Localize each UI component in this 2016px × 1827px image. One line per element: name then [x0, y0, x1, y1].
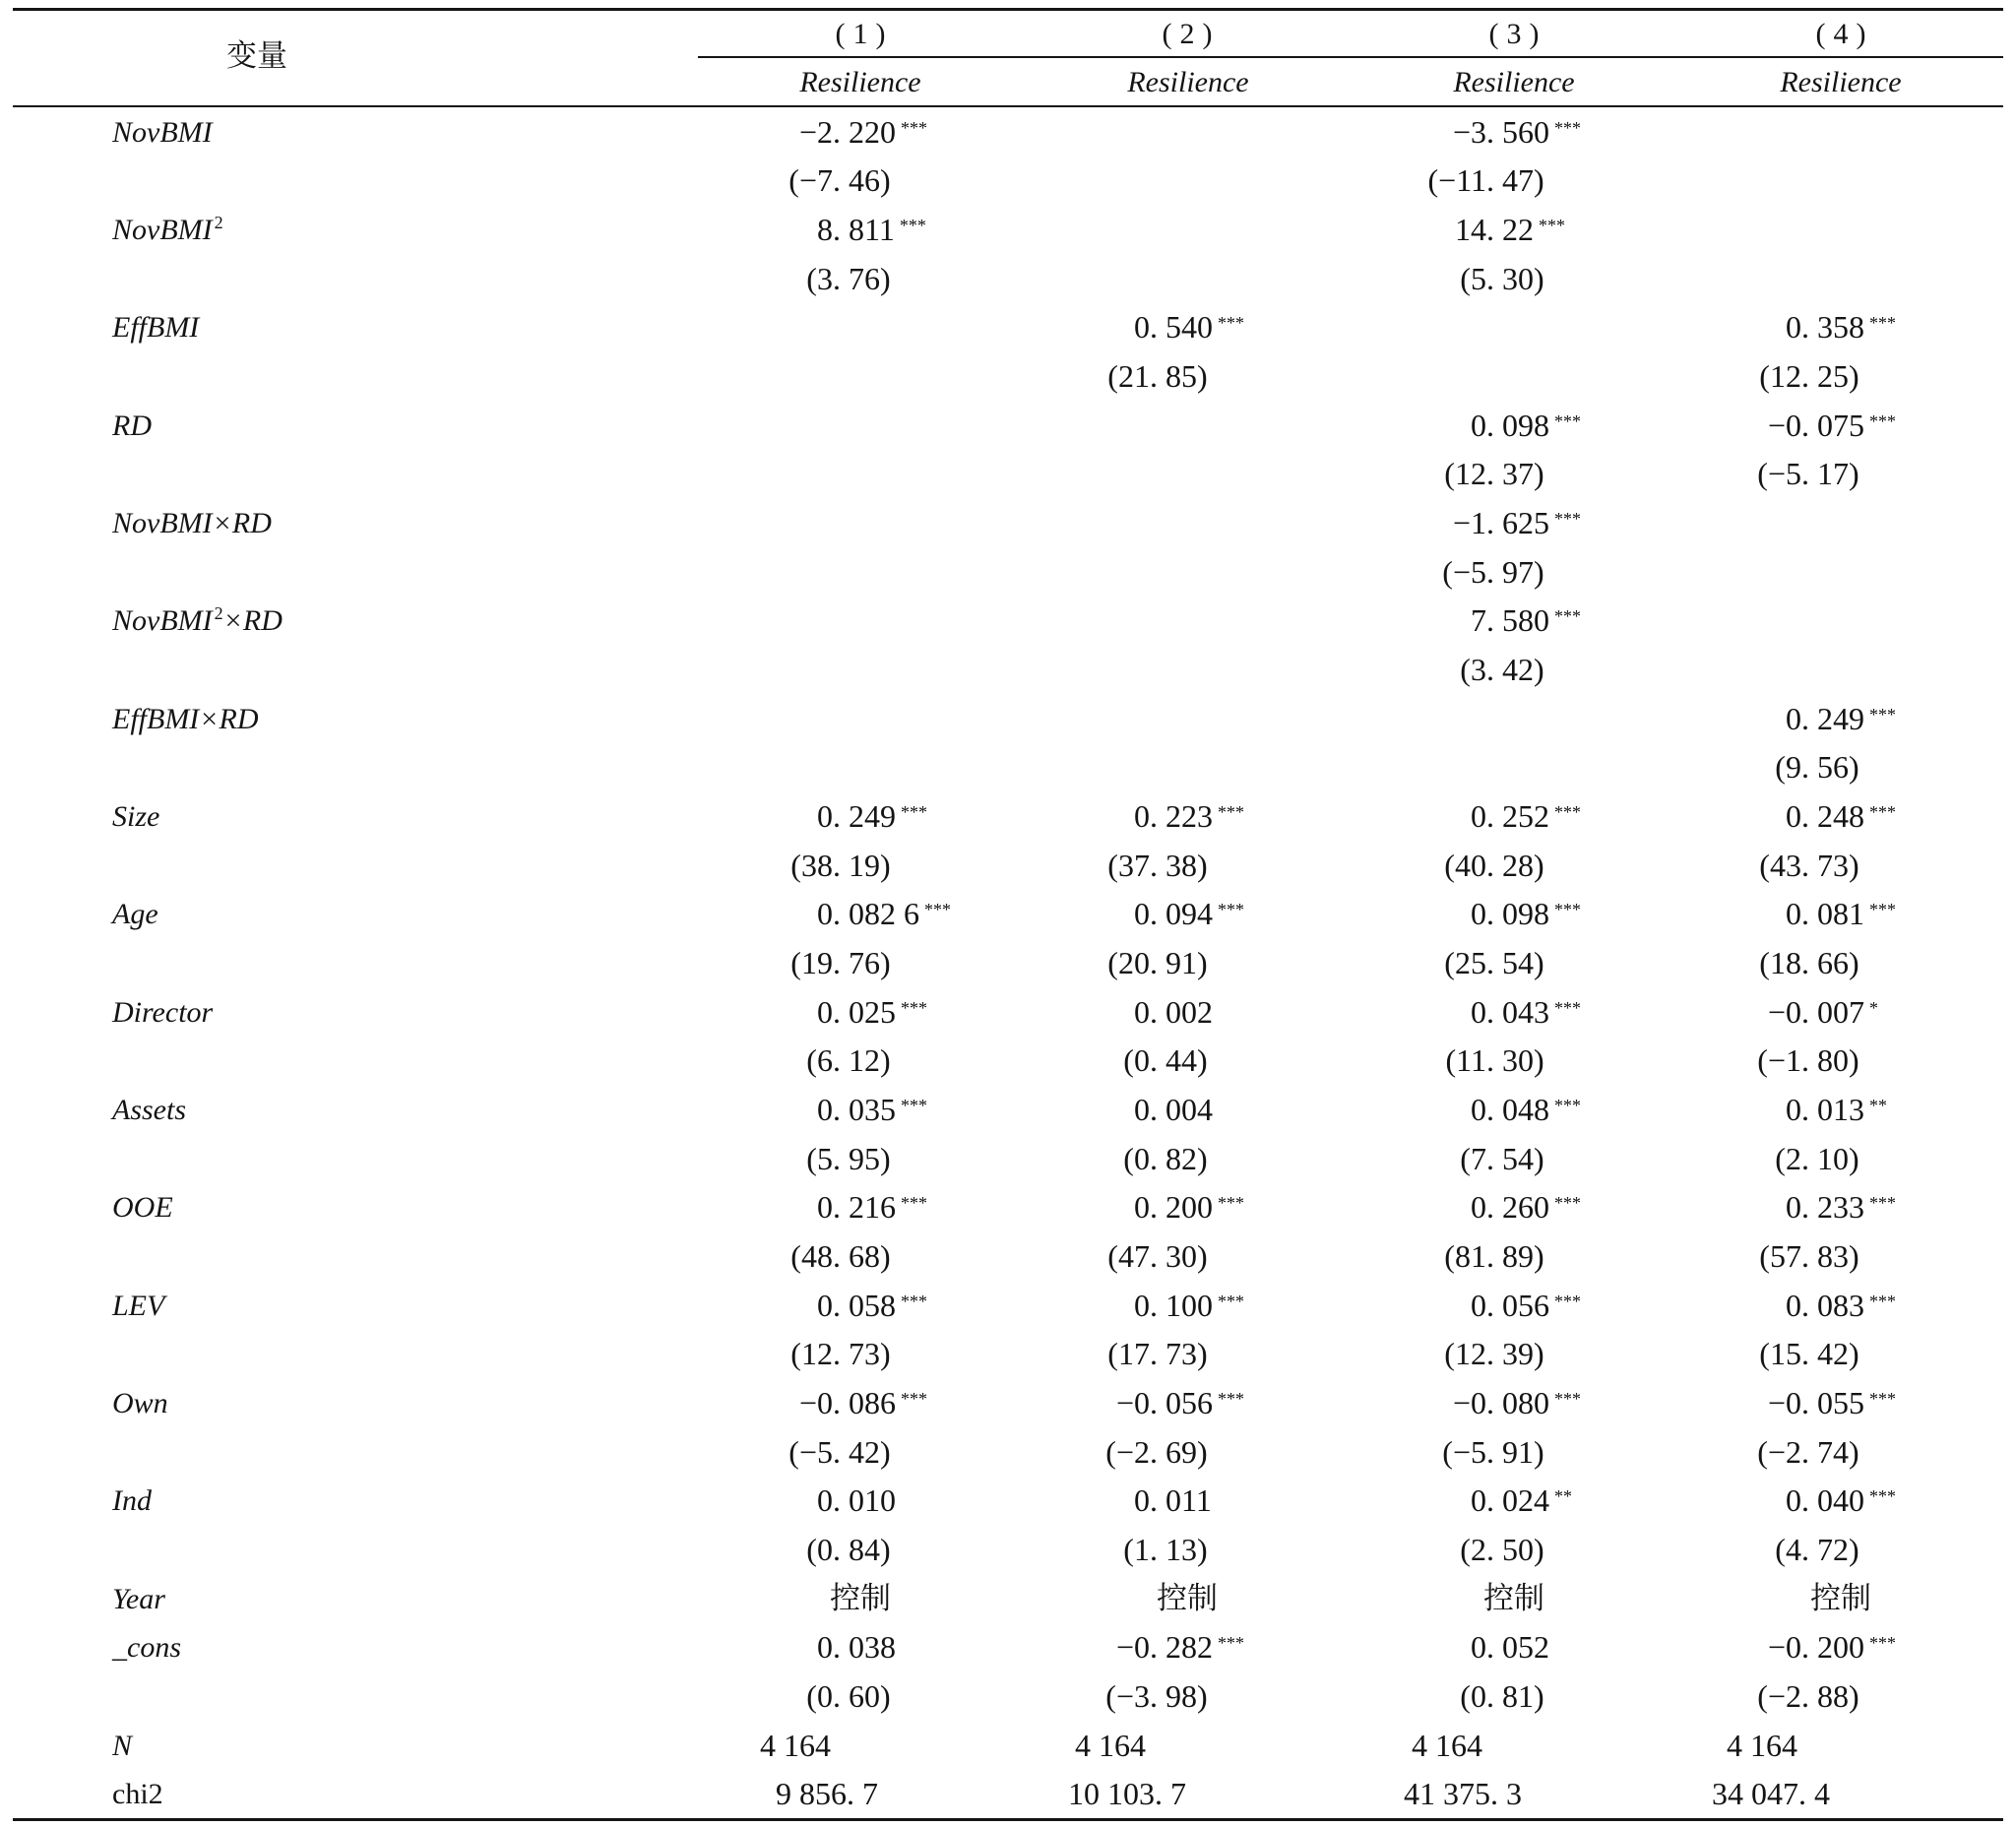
significance-stars: *** — [1554, 1389, 1582, 1410]
tstat-value: (18. 66) — [1759, 945, 1859, 981]
tstat-value: (43. 73) — [1759, 847, 1859, 883]
year-control-col2: 控制 — [1157, 1580, 1218, 1616]
dependent-variable-4: Resilience — [1780, 66, 1902, 98]
significance-stars: ** — [1869, 1096, 1887, 1116]
coefficient-value: 0. 200 — [1134, 1189, 1213, 1226]
significance-stars: *** — [1554, 802, 1581, 823]
coef-ooe-col4 — [1786, 1183, 1896, 1232]
row-label-size — [112, 792, 159, 842]
coefficient-value: 0. 098 — [1471, 407, 1549, 443]
significance-stars: *** — [1554, 509, 1582, 530]
coef-age-col3 — [1471, 890, 1581, 939]
significance-stars: *** — [1869, 704, 1896, 724]
coef-cons-col1 — [817, 1623, 896, 1672]
significance-stars: *** — [1554, 900, 1581, 920]
tstat-director-col3 — [1446, 1037, 1544, 1086]
coefficient-value: 0. 010 — [817, 1482, 896, 1519]
row-label-effbmi — [112, 303, 199, 352]
coef-rd-col4 — [1768, 402, 1896, 451]
coefficient-value: 0. 098 — [1471, 896, 1549, 932]
significance-stars: *** — [1218, 1291, 1244, 1311]
row-label-text: _cons — [112, 1631, 181, 1665]
coefficient-value: 0. 011 — [1134, 1482, 1212, 1519]
coefficient-value: 0. 233 — [1786, 1189, 1864, 1226]
coef-novbmi-col3 — [1453, 108, 1581, 158]
tstat-value: (47. 30) — [1107, 1238, 1208, 1275]
coefficient-value: −0. 075 — [1768, 407, 1865, 443]
tstat-value: (2. 50) — [1460, 1532, 1544, 1568]
coefficient-value: 0. 083 — [1786, 1287, 1864, 1323]
coefficient-value: 0. 223 — [1134, 798, 1213, 835]
row-label-age — [112, 890, 158, 939]
tstat-assets-col1 — [806, 1135, 890, 1184]
tstat-value: (7. 54) — [1460, 1140, 1544, 1176]
coefficient-value: 0. 052 — [1471, 1629, 1549, 1666]
row-label-ooe — [112, 1183, 173, 1232]
column-number-4: (4) — [1815, 18, 1874, 50]
row-label-n — [112, 1722, 132, 1771]
tstat-own-col3 — [1442, 1428, 1544, 1478]
significance-stars: *** — [1554, 410, 1581, 431]
significance-stars: *** — [1218, 1389, 1245, 1410]
significance-stars: *** — [1869, 1291, 1896, 1311]
coefficient-value: 0. 048 — [1471, 1092, 1549, 1128]
significance-stars: *** — [901, 1389, 928, 1410]
tstat-value: (57. 83) — [1759, 1238, 1859, 1275]
tstat-age-col1 — [790, 939, 890, 988]
coef-own-col3 — [1453, 1379, 1581, 1428]
tstat-value: (48. 68) — [790, 1238, 891, 1275]
coef-lev-col3 — [1471, 1282, 1581, 1331]
tstat-novbmi-col1 — [788, 157, 890, 206]
significance-stars: *** — [901, 802, 927, 823]
row-label-text: Own — [112, 1387, 168, 1420]
tstat-lev-col4 — [1759, 1330, 1858, 1379]
tstat-own-col2 — [1105, 1428, 1207, 1478]
tstat-ind-col1 — [806, 1526, 890, 1575]
coef-size-col2 — [1134, 792, 1244, 842]
coef-novbmi-col1 — [799, 108, 927, 158]
coef-assets-col1 — [817, 1086, 927, 1135]
tstat-ooe-col3 — [1444, 1232, 1544, 1282]
row-label-text: Director — [112, 995, 214, 1029]
coefficient-value: −0. 080 — [1453, 1385, 1550, 1421]
coef-ooe-col3 — [1471, 1183, 1581, 1232]
row-label-text: N — [112, 1729, 133, 1762]
significance-stars: *** — [1539, 216, 1565, 235]
significance-stars: *** — [924, 900, 951, 920]
significance-stars: *** — [1869, 802, 1896, 823]
row-label-text: Assets — [112, 1094, 186, 1127]
row-label-year — [112, 1575, 165, 1624]
tstat-novbmisq-col3 — [1460, 255, 1544, 304]
chi2-value-col4: 34 047. 4 — [1712, 1776, 1830, 1812]
tstat-effbmi-col2 — [1107, 352, 1207, 402]
coefficient-value: 0. 013 — [1786, 1092, 1864, 1128]
coefficient-value: 0. 024 — [1471, 1482, 1549, 1519]
tstat-own-col1 — [788, 1428, 890, 1478]
significance-stars: *** — [1869, 313, 1896, 334]
coefficient-value: 0. 358 — [1786, 309, 1864, 346]
tstat-ooe-col2 — [1107, 1232, 1207, 1282]
tstat-value: (11. 30) — [1445, 1042, 1544, 1079]
variable-header: 变量 — [226, 38, 287, 74]
row-label-text: EffBMI×RD — [112, 702, 259, 735]
row-label-novbmisq — [112, 206, 223, 255]
significance-stars: *** — [1869, 1193, 1896, 1214]
row-label-text: Size — [112, 800, 160, 834]
coef-ooe-col1 — [817, 1183, 927, 1232]
tstat-ind-col2 — [1123, 1526, 1207, 1575]
tstat-value: (−7. 46) — [788, 162, 891, 199]
significance-stars: *** — [1554, 1096, 1581, 1116]
tstat-value: (−2. 88) — [1757, 1678, 1859, 1715]
coefficient-value: −0. 282 — [1116, 1629, 1214, 1666]
row-label-text: Ind — [112, 1484, 152, 1518]
observations-col1: 4 164 — [760, 1727, 831, 1763]
tstat-value: (0. 44) — [1123, 1042, 1208, 1079]
tstat-rd-col4 — [1757, 450, 1858, 499]
coef-age-col2 — [1134, 890, 1244, 939]
tstat-value: (21. 85) — [1107, 358, 1208, 395]
year-control-col3: 控制 — [1483, 1580, 1544, 1616]
observations-col2: 4 164 — [1075, 1727, 1146, 1763]
coefficient-value: 0. 040 — [1786, 1482, 1864, 1519]
significance-stars: *** — [1554, 1193, 1581, 1214]
coef-director-col4 — [1768, 988, 1878, 1038]
significance-stars: ** — [1554, 1486, 1572, 1507]
coefficient-value: 0. 260 — [1471, 1189, 1549, 1226]
coefficient-value: 0. 058 — [817, 1287, 896, 1323]
coefficient-value: 0. 043 — [1471, 993, 1549, 1030]
significance-stars: *** — [901, 1096, 927, 1116]
tstat-ooe-col1 — [790, 1232, 890, 1282]
coef-director-col3 — [1471, 988, 1581, 1038]
coefficient-value: 0. 540 — [1134, 309, 1213, 346]
row-label-rd — [112, 402, 152, 451]
coefficient-value: 0. 249 — [817, 798, 896, 835]
coefficient-value: 7. 580 — [1471, 602, 1549, 639]
tstat-novbmi-rd-col3 — [1442, 548, 1544, 598]
significance-stars: *** — [1869, 1633, 1897, 1654]
coefficient-value: 8. 811 — [817, 212, 895, 247]
significance-stars: *** — [901, 997, 927, 1018]
chi2-value-col1: 9 856. 7 — [776, 1776, 878, 1812]
coef-effbmi-rd-col4 — [1786, 695, 1896, 744]
tstat-ind-col4 — [1775, 1526, 1858, 1575]
coef-novbmisq-col1 — [817, 206, 926, 255]
significance-stars: *** — [901, 1193, 927, 1214]
year-control-col1: 控制 — [830, 1580, 891, 1616]
coefficient-value: 0. 004 — [1134, 1092, 1213, 1128]
row-label-text: NovBMI — [112, 604, 213, 638]
observations-col4: 4 164 — [1727, 1727, 1797, 1763]
significance-stars: *** — [1554, 997, 1581, 1018]
coef-rd-col3 — [1471, 402, 1581, 451]
tstat-lev-col1 — [790, 1330, 890, 1379]
row-label-text: EffBMI — [112, 311, 200, 345]
tstat-value: (38. 19) — [790, 847, 891, 883]
tstat-effbmi-rd-col4 — [1775, 743, 1858, 792]
coef-ind-col1 — [817, 1477, 896, 1526]
row-label-text: Year — [112, 1582, 165, 1615]
row-label-effbmi-rd — [112, 695, 259, 744]
tstat-value: (12. 25) — [1759, 358, 1859, 395]
tstat-cons-col1 — [806, 1672, 890, 1722]
coef-novbmisq-rd-col3 — [1471, 597, 1581, 646]
coef-effbmi-col2 — [1134, 303, 1244, 352]
row-label-text: OOE — [112, 1191, 173, 1225]
row-label-superscript: 2 — [214, 603, 223, 624]
coef-ind-col2 — [1134, 1477, 1212, 1526]
row-label-superscript: 2 — [214, 213, 223, 232]
tstat-value: (6. 12) — [806, 1042, 891, 1079]
tstat-director-col1 — [806, 1037, 890, 1086]
coef-own-col4 — [1768, 1379, 1896, 1428]
row-label-suffix: ×RD — [222, 604, 283, 638]
tstat-effbmi-col4 — [1759, 352, 1858, 402]
coefficient-value: 0. 038 — [817, 1629, 896, 1666]
tstat-value: (9. 56) — [1775, 749, 1859, 786]
tstat-value: (40. 28) — [1444, 847, 1544, 883]
tstat-cons-col4 — [1757, 1672, 1858, 1722]
chi2-value-col2: 10 103. 7 — [1068, 1776, 1186, 1812]
coefficient-value: 0. 094 — [1134, 896, 1213, 932]
tstat-age-col3 — [1444, 939, 1544, 988]
coefficient-value: 0. 216 — [817, 1189, 896, 1226]
tstat-value: (12. 37) — [1444, 456, 1544, 492]
significance-stars: *** — [1869, 410, 1897, 431]
tstat-value: (−11. 47) — [1427, 162, 1544, 199]
row-label-ind — [112, 1477, 152, 1526]
coef-director-col1 — [817, 988, 927, 1038]
tstat-size-col3 — [1444, 842, 1544, 891]
coefficient-value: −3. 560 — [1453, 113, 1550, 150]
tstat-ooe-col4 — [1759, 1232, 1858, 1282]
coefficient-value: −0. 007 — [1768, 993, 1865, 1030]
coefficient-value: 0. 081 — [1786, 896, 1864, 932]
tstat-value: (20. 91) — [1107, 945, 1208, 981]
significance-stars: *** — [1218, 313, 1244, 334]
tstat-value: (19. 76) — [790, 945, 891, 981]
significance-stars: *** — [1869, 1389, 1897, 1410]
coef-novbmisq-col3 — [1455, 206, 1565, 255]
tstat-director-col4 — [1757, 1037, 1858, 1086]
tstat-value: (0. 84) — [806, 1532, 891, 1568]
coefficient-value: −1. 625 — [1453, 505, 1550, 541]
dependent-variable-2: Resilience — [1127, 66, 1249, 98]
coefficient-value: 0. 002 — [1134, 993, 1213, 1030]
tstat-value: (3. 76) — [806, 260, 891, 296]
tstat-novbmi-col3 — [1428, 157, 1544, 206]
tstat-rd-col3 — [1444, 450, 1544, 499]
tstat-value: (0. 82) — [1123, 1140, 1208, 1176]
row-label-text: NovBMI×RD — [112, 507, 272, 540]
tstat-size-col1 — [790, 842, 890, 891]
coef-ind-col3 — [1471, 1477, 1572, 1526]
tstat-assets-col3 — [1460, 1135, 1544, 1184]
significance-stars: *** — [1218, 802, 1244, 823]
tstat-value: (5. 30) — [1460, 260, 1544, 296]
tstat-value: (37. 38) — [1107, 847, 1208, 883]
tstat-value: (17. 73) — [1107, 1336, 1208, 1372]
coef-director-col2 — [1134, 988, 1213, 1038]
coef-size-col3 — [1471, 792, 1581, 842]
coefficient-value: 0. 249 — [1786, 700, 1864, 736]
coef-cons-col3 — [1471, 1623, 1549, 1672]
coef-lev-col1 — [817, 1282, 927, 1331]
significance-stars: *** — [1869, 1486, 1896, 1507]
tstat-value: (4. 72) — [1775, 1532, 1859, 1568]
tstat-value: (−5. 17) — [1757, 456, 1859, 492]
tstat-ind-col3 — [1460, 1526, 1544, 1575]
coef-effbmi-col4 — [1786, 303, 1896, 352]
dependent-variable-3: Resilience — [1453, 66, 1575, 98]
year-control-col4: 控制 — [1810, 1580, 1871, 1616]
significance-stars: *** — [899, 216, 926, 235]
column-number-1: (1) — [835, 18, 894, 50]
tstat-value: (0. 81) — [1460, 1678, 1544, 1715]
coefficient-value: −0. 086 — [799, 1385, 897, 1421]
tstat-value: (15. 42) — [1759, 1336, 1859, 1372]
coef-ooe-col2 — [1134, 1183, 1244, 1232]
coefficient-value: −0. 056 — [1116, 1385, 1214, 1421]
coef-cons-col2 — [1116, 1623, 1244, 1672]
coefficient-value: −0. 055 — [1768, 1385, 1865, 1421]
row-label-chi2 — [112, 1770, 163, 1819]
significance-stars: * — [1869, 997, 1879, 1018]
row-label-text: RD — [112, 409, 152, 442]
tstat-value: (5. 95) — [806, 1140, 891, 1176]
coefficient-value: −2. 220 — [799, 113, 897, 150]
row-label-lev — [112, 1282, 164, 1331]
row-label-director — [112, 988, 213, 1038]
coef-assets-col3 — [1471, 1086, 1581, 1135]
row-label-text: Age — [112, 898, 158, 931]
coefficient-value: 0. 035 — [817, 1092, 896, 1128]
tstat-value: (−1. 80) — [1757, 1042, 1859, 1079]
coefficient-value: 0. 025 — [817, 993, 896, 1030]
tstat-value: (−3. 98) — [1105, 1678, 1208, 1715]
coefficient-value: 0. 248 — [1786, 798, 1864, 835]
tstat-own-col4 — [1757, 1428, 1858, 1478]
tstat-age-col2 — [1107, 939, 1207, 988]
tstat-value: (1. 13) — [1123, 1532, 1208, 1568]
significance-stars: *** — [1218, 900, 1244, 920]
coef-assets-col4 — [1786, 1086, 1887, 1135]
tstat-value: (12. 39) — [1444, 1336, 1544, 1372]
significance-stars: *** — [1218, 1193, 1244, 1214]
tstat-novbmisq-rd-col3 — [1460, 646, 1544, 695]
coef-cons-col4 — [1768, 1623, 1896, 1672]
tstat-cons-col2 — [1105, 1672, 1207, 1722]
tstat-size-col2 — [1107, 842, 1207, 891]
coef-age-col4 — [1786, 890, 1896, 939]
coef-novbmi-rd-col3 — [1453, 499, 1581, 548]
row-label-text: chi2 — [112, 1778, 163, 1811]
chi2-value-col3: 41 375. 3 — [1404, 1776, 1522, 1812]
tstat-lev-col3 — [1444, 1330, 1544, 1379]
tstat-value: (12. 73) — [790, 1336, 891, 1372]
row-label-assets — [112, 1086, 186, 1135]
tstat-novbmisq-col1 — [806, 255, 890, 304]
tstat-value: (−5. 42) — [788, 1433, 891, 1470]
coef-own-col2 — [1116, 1379, 1244, 1428]
column-number-3: (3) — [1488, 18, 1547, 50]
tstat-value: (81. 89) — [1444, 1238, 1544, 1275]
row-label-cons — [112, 1623, 181, 1672]
tstat-size-col4 — [1759, 842, 1858, 891]
row-label-text: LEV — [112, 1289, 165, 1322]
significance-stars: *** — [1554, 606, 1581, 627]
significance-stars: *** — [1554, 117, 1582, 138]
tstat-value: (3. 42) — [1460, 652, 1544, 688]
coef-size-col1 — [817, 792, 927, 842]
row-label-own — [112, 1379, 168, 1428]
tstat-value: (−2. 69) — [1105, 1433, 1208, 1470]
column-number-2: (2) — [1162, 18, 1221, 50]
coefficient-value: 0. 056 — [1471, 1287, 1549, 1323]
row-label-novbmi — [112, 108, 213, 158]
row-label-text: NovBMI — [112, 214, 213, 246]
coefficient-value: 0. 100 — [1134, 1287, 1213, 1323]
coef-lev-col4 — [1786, 1282, 1896, 1331]
significance-stars: *** — [901, 1291, 927, 1311]
row-label-novbmisq-rd — [112, 597, 283, 646]
coef-own-col1 — [799, 1379, 927, 1428]
coef-lev-col2 — [1134, 1282, 1244, 1331]
tstat-value: (−2. 74) — [1757, 1433, 1859, 1470]
coef-size-col4 — [1786, 792, 1896, 842]
tstat-director-col2 — [1123, 1037, 1207, 1086]
tstat-value: (25. 54) — [1444, 945, 1544, 981]
tstat-assets-col2 — [1123, 1135, 1207, 1184]
tstat-assets-col4 — [1775, 1135, 1858, 1184]
significance-stars: *** — [1869, 900, 1896, 920]
tstat-value: (2. 10) — [1775, 1140, 1859, 1176]
observations-col3: 4 164 — [1412, 1727, 1482, 1763]
tstat-value: (−5. 91) — [1442, 1433, 1544, 1470]
tstat-cons-col3 — [1460, 1672, 1544, 1722]
coefficient-value: 0. 252 — [1471, 798, 1549, 835]
coefficient-value: −0. 200 — [1768, 1629, 1865, 1666]
row-label-novbmi-rd — [112, 499, 272, 548]
significance-stars: *** — [1554, 1291, 1581, 1311]
dependent-variable-1: Resilience — [799, 66, 921, 98]
tstat-value: (0. 60) — [806, 1678, 891, 1715]
tstat-lev-col2 — [1107, 1330, 1207, 1379]
significance-stars: *** — [901, 117, 928, 138]
coefficient-value: 0. 082 6 — [817, 896, 919, 932]
coef-ind-col4 — [1786, 1477, 1896, 1526]
tstat-value: (−5. 97) — [1442, 553, 1544, 590]
tstat-age-col4 — [1759, 939, 1858, 988]
coefficient-value: 14. 22 — [1455, 212, 1534, 247]
significance-stars: *** — [1218, 1633, 1245, 1654]
coef-assets-col2 — [1134, 1086, 1213, 1135]
coef-age-col1 — [817, 890, 951, 939]
row-label-text: NovBMI — [112, 115, 213, 149]
